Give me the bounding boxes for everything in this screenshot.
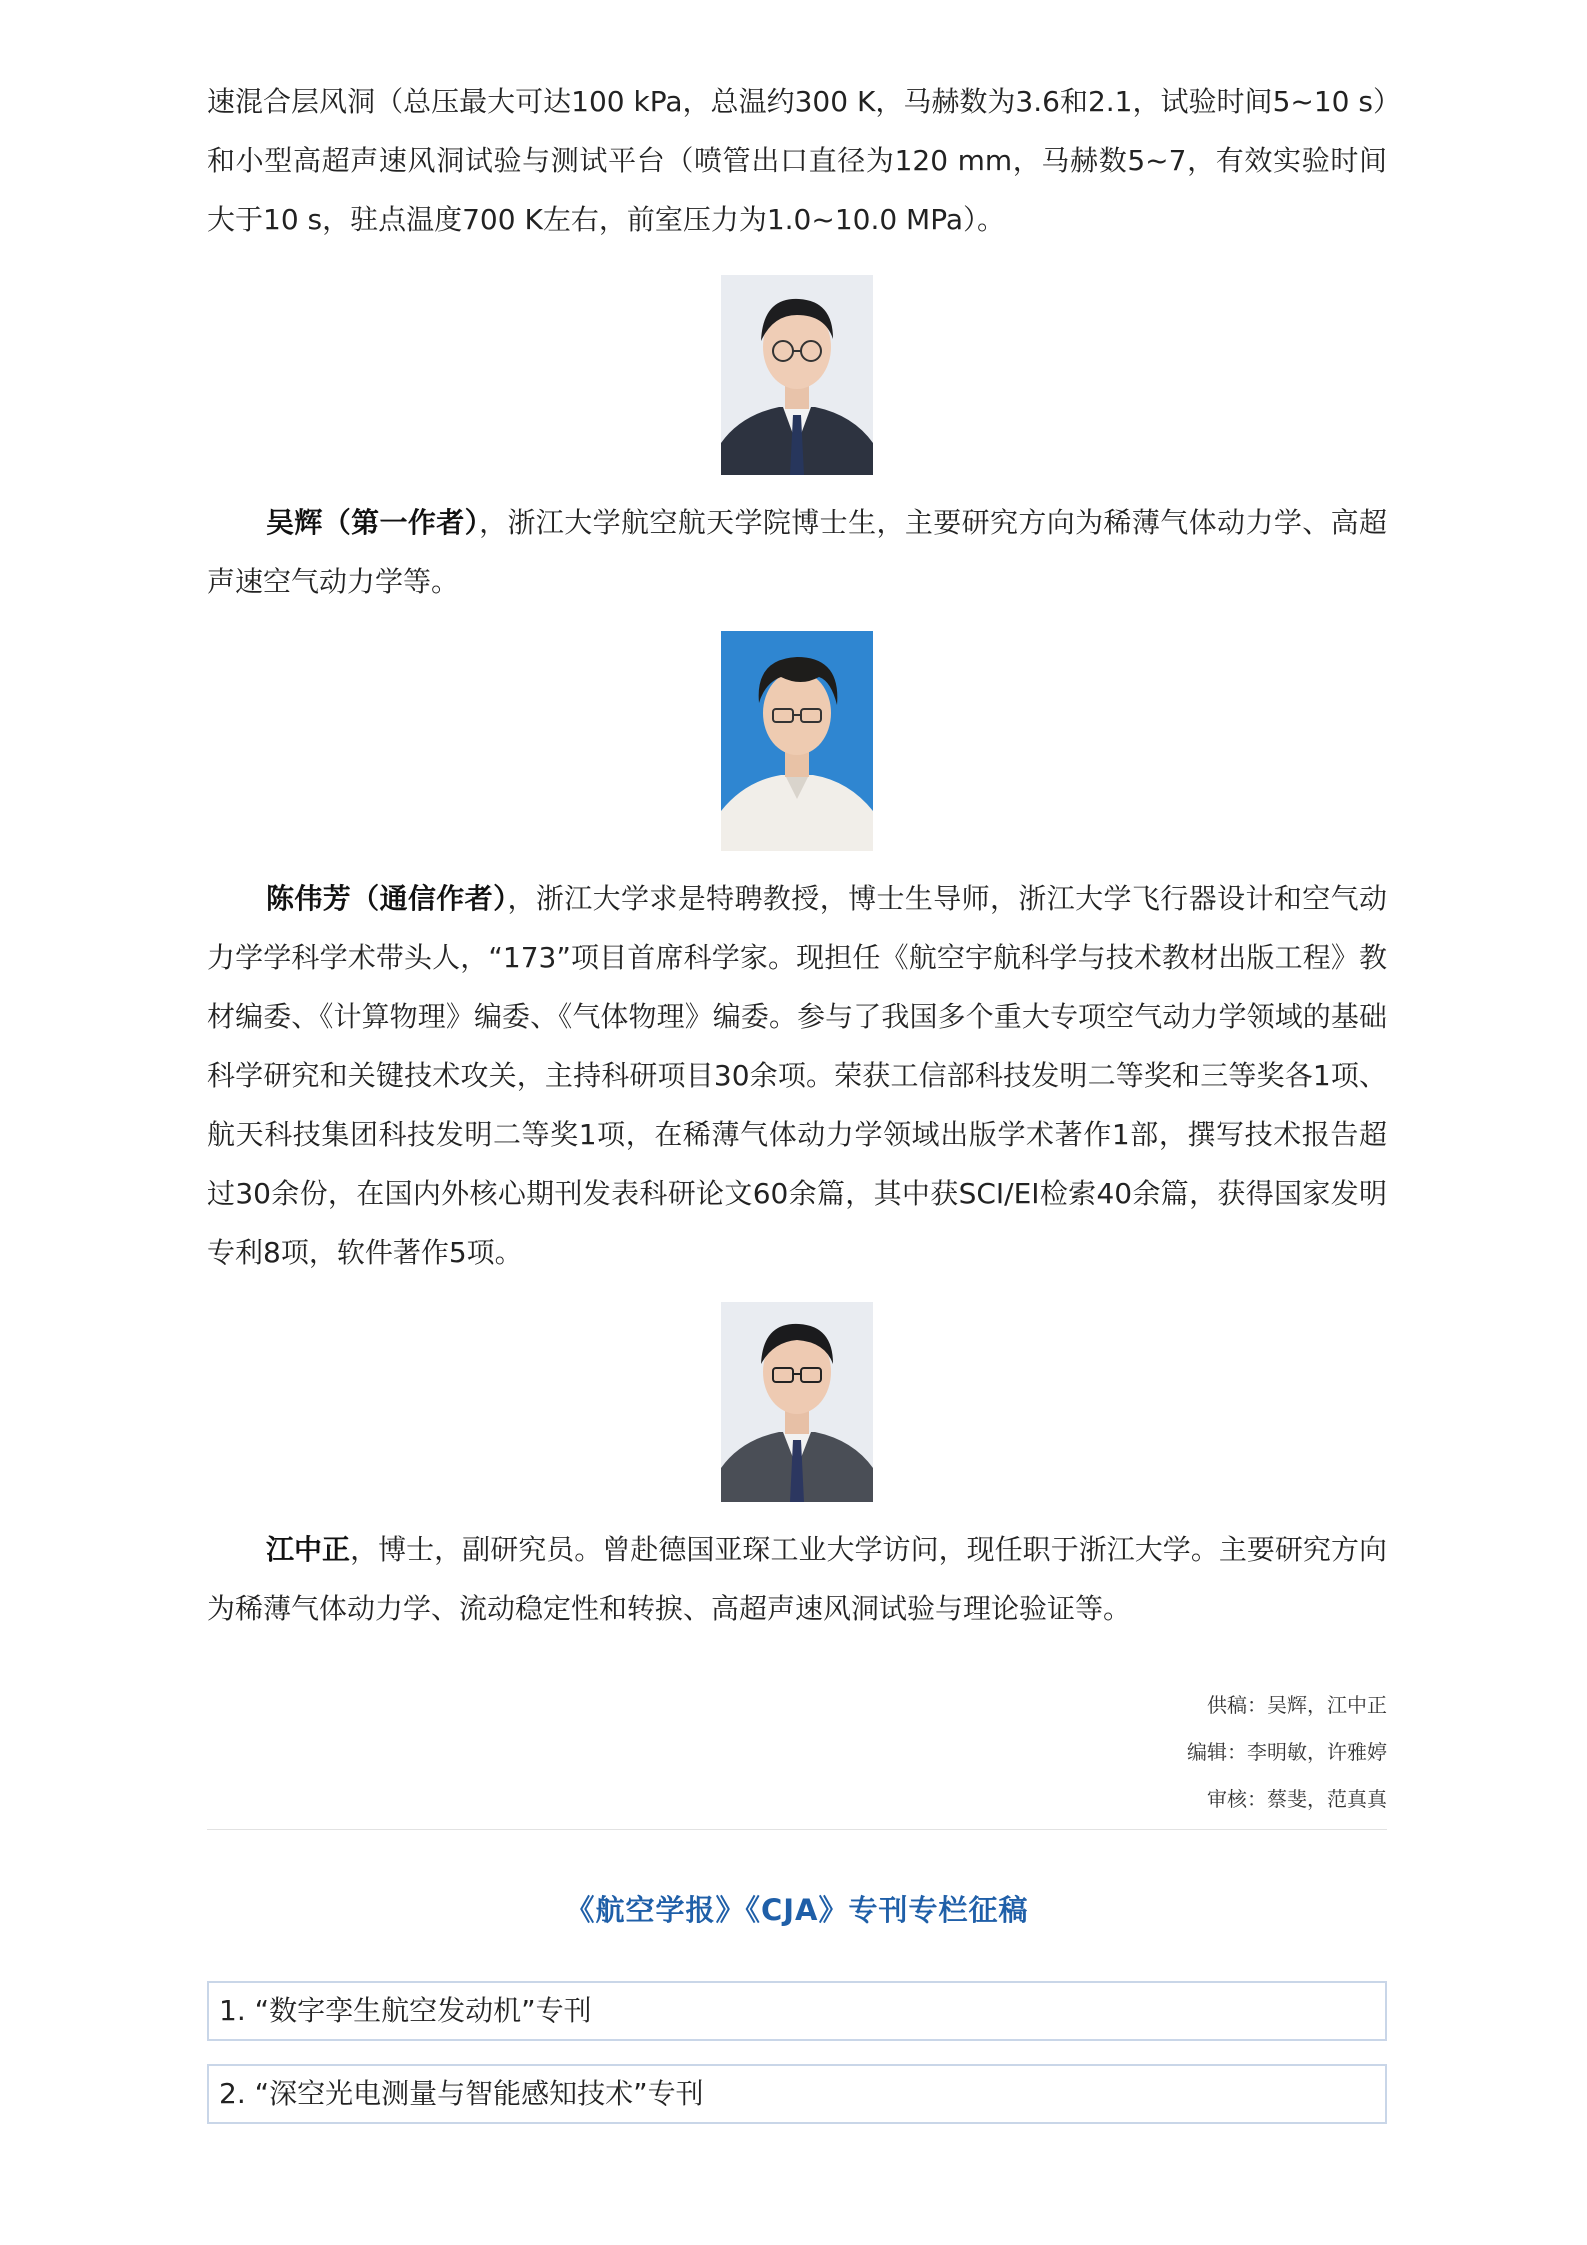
author-bio-text-3: ，博士，副研究员。曾赴德国亚琛工业大学访问，现任职于浙江大学。主要研究方向为稀薄气体动力学、流动稳定性和转捩、高超声速风洞试验与理论验证等。 bbox=[207, 1533, 1387, 1625]
intro-paragraph: 速混合层风洞（总压最大可达100 kPa，总温约300 K，马赫数为3.6和2.1，试验时间5~10 s）和小型高超声速风洞试验与测试平台（喷管出口直径为120 mm，马赫数5~7，有效实验时间大于10 s，驻点温度700 K左右，前室压力为1.0~10.0 MPa）。 bbox=[207, 85, 1387, 236]
author-bio-1 bbox=[207, 493, 1387, 611]
special-issue-link-2[interactable]: 2. “深空光电测量与智能感知技术”专刊 bbox=[207, 2064, 1387, 2124]
article-credits bbox=[207, 1682, 1387, 1823]
author-name-2: 陈伟芳（通信作者） bbox=[266, 882, 508, 915]
reviewers-line: 审核：蔡斐，范真真 bbox=[1207, 1787, 1387, 1811]
section-divider bbox=[207, 1829, 1387, 1830]
author-bio-text-2: ，浙江大学求是特聘教授，博士生导师，浙江大学飞行器设计和空气动力学学科学术带头人，“173”项目首席科学家。现担任《航空宇航科学与技术教材出版工程》教材编委、《计算物理》编委、《气体物理》编委。参与了我国多个重大专项空气动力学领域的基础科学研究和关键技术攻关，主持科研项目30余项。荣获工信部科技发明二等奖和三等奖各1项、航天科技集团科技发明二等奖1项，在稀薄气体动力学领域出版学术著作1部，撰写技术报告超过30余份，在国内外核心期刊发表科研论文60余篇，其中获SCI/EI检索40余篇，获得国家发明专利8项，软件著作5项。 bbox=[207, 882, 1387, 1269]
author-photo-chen-weifang bbox=[721, 631, 873, 851]
contributors-line: 供稿：吴辉，江中正 bbox=[1207, 1693, 1387, 1717]
author-bio-3 bbox=[207, 1520, 1387, 1638]
portrait-illustration bbox=[721, 631, 873, 851]
portrait-illustration bbox=[721, 1302, 873, 1502]
author-bio-text-1: ，浙江大学航空航天学院博士生，主要研究方向为稀薄气体动力学、高超声速空气动力学等。 bbox=[207, 506, 1387, 598]
editors-line: 编辑：李明敏，许雅婷 bbox=[1187, 1740, 1387, 1764]
author-name-1: 吴辉（第一作者） bbox=[266, 506, 480, 539]
author-photo-wu-hui bbox=[721, 275, 873, 475]
portrait-illustration bbox=[721, 275, 873, 475]
call-for-papers-title: 《航空学报》《CJA》专刊专栏征稿 bbox=[565, 1893, 1029, 1927]
special-issue-link-1[interactable]: 1. “数字孪生航空发动机”专刊 bbox=[207, 1981, 1387, 2041]
article-content bbox=[207, 72, 1387, 2124]
author-photo-jiang-zhongzheng bbox=[721, 1302, 873, 1502]
author-name-3: 江中正 bbox=[266, 1533, 351, 1566]
author-bio-2 bbox=[207, 869, 1387, 1282]
